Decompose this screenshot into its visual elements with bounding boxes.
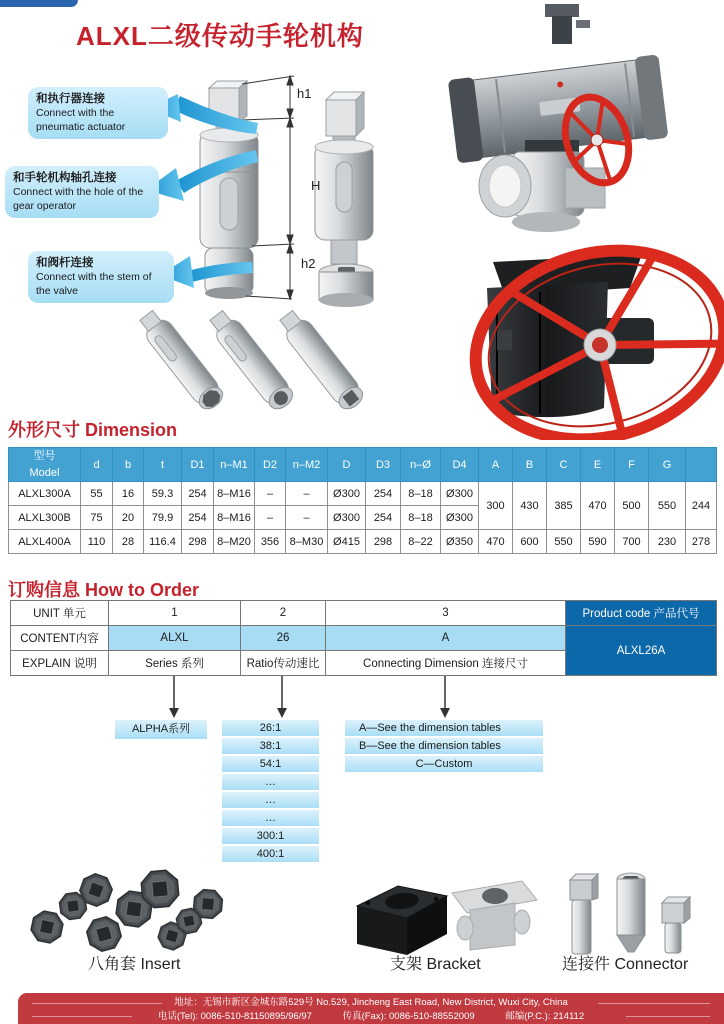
col-header: D4	[441, 448, 479, 482]
handwheel-gearbox-photo	[455, 225, 724, 440]
col-header: E	[581, 448, 615, 482]
footer-divider	[32, 1016, 132, 1017]
ratio-option: 26:1	[222, 720, 319, 736]
ratio-option: 400:1	[222, 846, 319, 862]
flow-down-arrows	[0, 676, 724, 720]
product-code-value: ALXL26A	[566, 626, 717, 676]
shaft-exploded-diagram	[315, 92, 373, 307]
col-header: D2	[255, 448, 286, 482]
col-header: t	[144, 448, 182, 482]
dimension-option: C—Custom	[345, 756, 543, 772]
flow-ratio-list	[222, 720, 319, 864]
product-illustration	[0, 0, 724, 440]
col-header: D3	[366, 448, 401, 482]
dimension-table-header-row	[9, 448, 717, 482]
footer-postcode: 邮编(P.C.): 214112	[505, 1011, 585, 1023]
col-header: G	[649, 448, 686, 482]
connector-parts-image	[570, 873, 690, 954]
footer-bar	[18, 993, 724, 1024]
ratio-option: …	[222, 792, 319, 808]
dim-label-h1: h1	[297, 86, 312, 101]
product-code-header: Product code 产品代号	[566, 601, 717, 626]
connector-label: 连接件 Connector	[562, 956, 689, 973]
table-row: UNIT 单元 1 2 3 Product code 产品代号	[11, 601, 717, 626]
dimension-option: A—See the dimension tables	[345, 720, 543, 736]
table-row: ALXL400A 110 28 116.4 298 8–M20 356 8–M30 Ø415 298 8–22 Ø350 470 600 550 590 700 230 278	[9, 530, 717, 554]
footer-divider	[598, 1003, 710, 1004]
table-row: EXPLAIN 说明 Series 系列 Ratio传动速比 Connecting Dimension 连接尺寸	[11, 651, 717, 676]
ratio-option: …	[222, 810, 319, 826]
page-title: ALXL二级传动手轮机构	[76, 21, 364, 51]
callout-actuator	[28, 87, 168, 139]
callout-en: Connect with the hole of the gear operator	[13, 185, 144, 212]
col-header-model: 型号 Model	[9, 448, 81, 482]
dimension-section-heading: 外形尺寸 Dimension	[8, 420, 178, 440]
table-row: ALXL300B 75 20 79.9 254 8–M16 – – Ø300 254 8–18 Ø300	[9, 506, 717, 530]
callout-cn: 和阀杆连接	[36, 257, 94, 269]
callout-en: Connect with the pneumatic actuator	[36, 106, 126, 133]
col-header: F	[615, 448, 649, 482]
order-section-heading: 订购信息 How to Order	[8, 580, 200, 600]
col-header: D	[328, 448, 366, 482]
col-header: b	[113, 448, 144, 482]
footer-divider	[626, 1016, 710, 1017]
col-header: n–M2	[286, 448, 328, 482]
col-header: C	[547, 448, 581, 482]
bracket-label: 支架 Bracket	[390, 956, 481, 973]
footer-fax: 传真(Fax): 0086-510-88552009	[342, 1011, 475, 1023]
col-header: A	[479, 448, 513, 482]
accessory-parts-image	[0, 860, 724, 960]
col-header: d	[81, 448, 113, 482]
order-table	[10, 600, 717, 676]
callout-gear-operator	[5, 166, 159, 218]
actuator-valve-photo	[448, 4, 669, 232]
table-row: ALXL300A 55 16 59.3 254 8–M16 – – Ø300 254 8–18 Ø300 300 430 385 470 500 550 244	[9, 482, 717, 506]
col-header: B	[513, 448, 547, 482]
shaft-variants-image	[135, 307, 367, 414]
col-header: n–M1	[214, 448, 255, 482]
col-header: n–Ø	[401, 448, 441, 482]
flow-dimension-list	[345, 720, 543, 774]
dimension-option: B—See the dimension tables	[345, 738, 543, 754]
flow-series-box: ALPHA系列	[115, 720, 207, 739]
table-row: CONTENT内容 ALXL 26 A ALXL26A	[11, 626, 717, 651]
callout-en: Connect with the stem of the valve	[36, 270, 152, 297]
model-cell: ALXL300B	[9, 506, 81, 530]
model-cell: ALXL400A	[9, 530, 81, 554]
dimension-table	[8, 447, 717, 554]
dim-label-h2: h2	[301, 256, 316, 271]
ratio-option: 54:1	[222, 756, 319, 772]
bracket-parts-image	[357, 881, 537, 955]
insert-label: 八角套 Insert	[88, 956, 181, 973]
ratio-option: 300:1	[222, 828, 319, 844]
model-cell: ALXL300A	[9, 482, 81, 506]
col-header	[686, 448, 717, 482]
callout-valve-stem	[28, 251, 174, 303]
col-header: D1	[182, 448, 214, 482]
insert-parts-image	[29, 869, 223, 953]
footer-tel: 电话(Tel): 0086-510-81150895/96/97	[157, 1011, 312, 1023]
footer-divider	[32, 1003, 162, 1004]
footer-contacts	[18, 1010, 724, 1024]
footer-address: 地址：无锡市新区金城东路529号 No.529, Jincheng East Road, New District, Wuxi City, China	[174, 997, 568, 1008]
ratio-option: …	[222, 774, 319, 790]
ratio-option: 38:1	[222, 738, 319, 754]
callout-cn: 和执行器连接	[36, 93, 105, 105]
callout-cn: 和手轮机构轴孔连接	[13, 172, 117, 184]
dim-label-H: H	[311, 178, 321, 193]
